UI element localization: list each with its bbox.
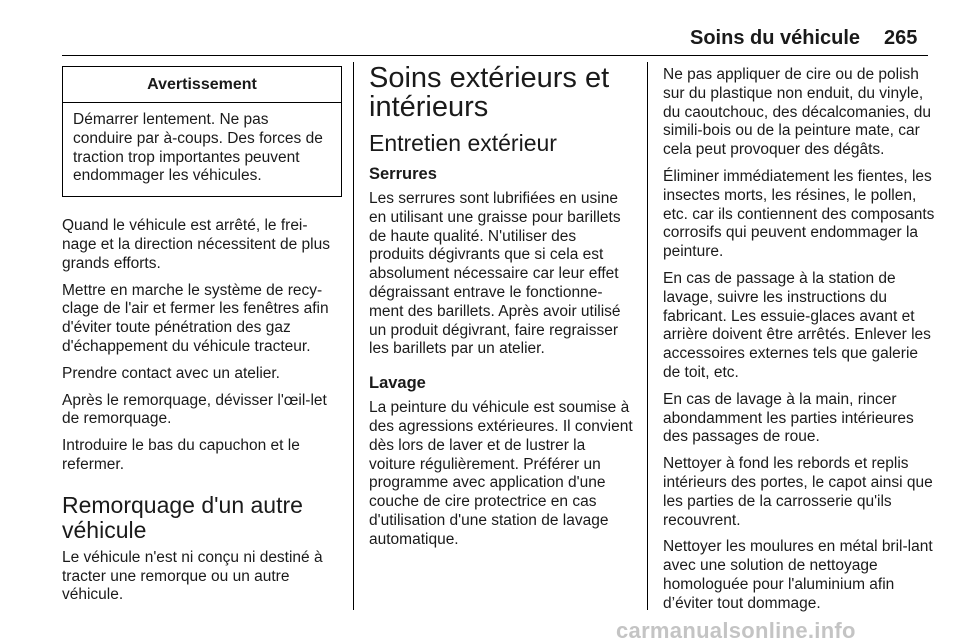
paragraph: Le véhicule n'est ni conçu ni destiné à tracter une remorque ou un autre véhicule.: [62, 548, 323, 604]
middle-column: [369, 62, 634, 558]
page-number: 265: [884, 27, 918, 49]
paragraph: Introduire le bas du capuchon et le refermer.: [62, 437, 300, 473]
right-column: [663, 66, 935, 622]
paragraph: Nettoyer à fond les rebords et replis intérieurs des portes, le capot ainsi que les parties de la carrosserie qu'ils recouvrent.: [663, 455, 933, 529]
warning-text: Démarrer lentement. Ne pas conduire par à-coups. Des forces de traction trop importantes peuvent endommager les véhicules.: [73, 111, 323, 185]
left-column: [62, 66, 342, 613]
paragraph: La peinture du véhicule est soumise à des agressions extérieures. Il convient dès lors de laver et de lustrer la voiture régulièrement. Préférer un programme avec application d'une couche de cire protectrice en cas d'utilisation d'une station de lavage automatique.: [369, 399, 633, 548]
warning-title: Avertissement: [63, 67, 341, 103]
paragraph: Prendre contact avec un atelier.: [62, 364, 280, 382]
paragraph: En cas de passage à la station de lavage, suivre les instructions du fabricant. Les essuie-glaces avant et arrière doivent être arrêtés. Enlever les accessoires externes tels que galerie de toit, etc.: [663, 269, 931, 381]
topic-heading-serrures: Serrures: [369, 165, 437, 183]
warning-box: [62, 66, 342, 197]
column-divider: [353, 62, 354, 610]
paragraph: Mettre en marche le système de recy-clage de l'air et fermer les fenêtres afin d'éviter toute pénétration des gaz d'échappement du véhicule tracteur.: [62, 281, 329, 355]
paragraph: Quand le véhicule est arrêté, le frei-nage et la direction nécessitent de plus grands efforts.: [62, 217, 330, 272]
section-heading: Remorquage d'un autre véhicule: [62, 491, 303, 543]
paragraph: Nettoyer les moulures en métal bril-lant avec une solution de nettoyage homologuée pour l'aluminium afin d’éviter tout dommage.: [663, 538, 933, 612]
paragraph: Ne pas appliquer de cire ou de polish sur du plastique non enduit, du vinyle, du caoutchouc, des décalcomanies, du simili-bois ou de la peinture mate, car cela peut provoquer des dégâts.: [663, 66, 931, 159]
topic-heading-lavage: Lavage: [369, 374, 426, 393]
column-divider: [647, 62, 648, 610]
paragraph: Éliminer immédiatement les fientes, les insectes morts, les résines, le pollen, etc. car ils contiennent des composants corrosifs qui peuvent endommager la peinture.: [663, 167, 935, 261]
paragraph: Après le remorquage, dévisser l'œil-let de remorquage.: [62, 391, 327, 428]
watermark: carmanualsonline.info: [616, 618, 856, 643]
chapter-heading: Soins extérieurs et intérieurs: [369, 62, 610, 123]
paragraph: Les serrures sont lubrifiées en usine en utilisant une graisse pour barillets de haute qualité. N'utiliser des produits dégivrants que si cela est absolument nécessaire car leur effet dégraissant entrave le fonctionne-ment des barillets. Après avoir utilisé un produit dégivrant, faire regraisser les barillets par un atelier.: [369, 190, 621, 358]
section-title: Soins du véhicule: [690, 27, 861, 49]
subsection-heading: Entretien extérieur: [369, 130, 557, 156]
paragraph: En cas de lavage à la main, rincer abondamment les parties intérieures des passages de roue.: [663, 390, 914, 446]
header-divider: [62, 55, 928, 56]
